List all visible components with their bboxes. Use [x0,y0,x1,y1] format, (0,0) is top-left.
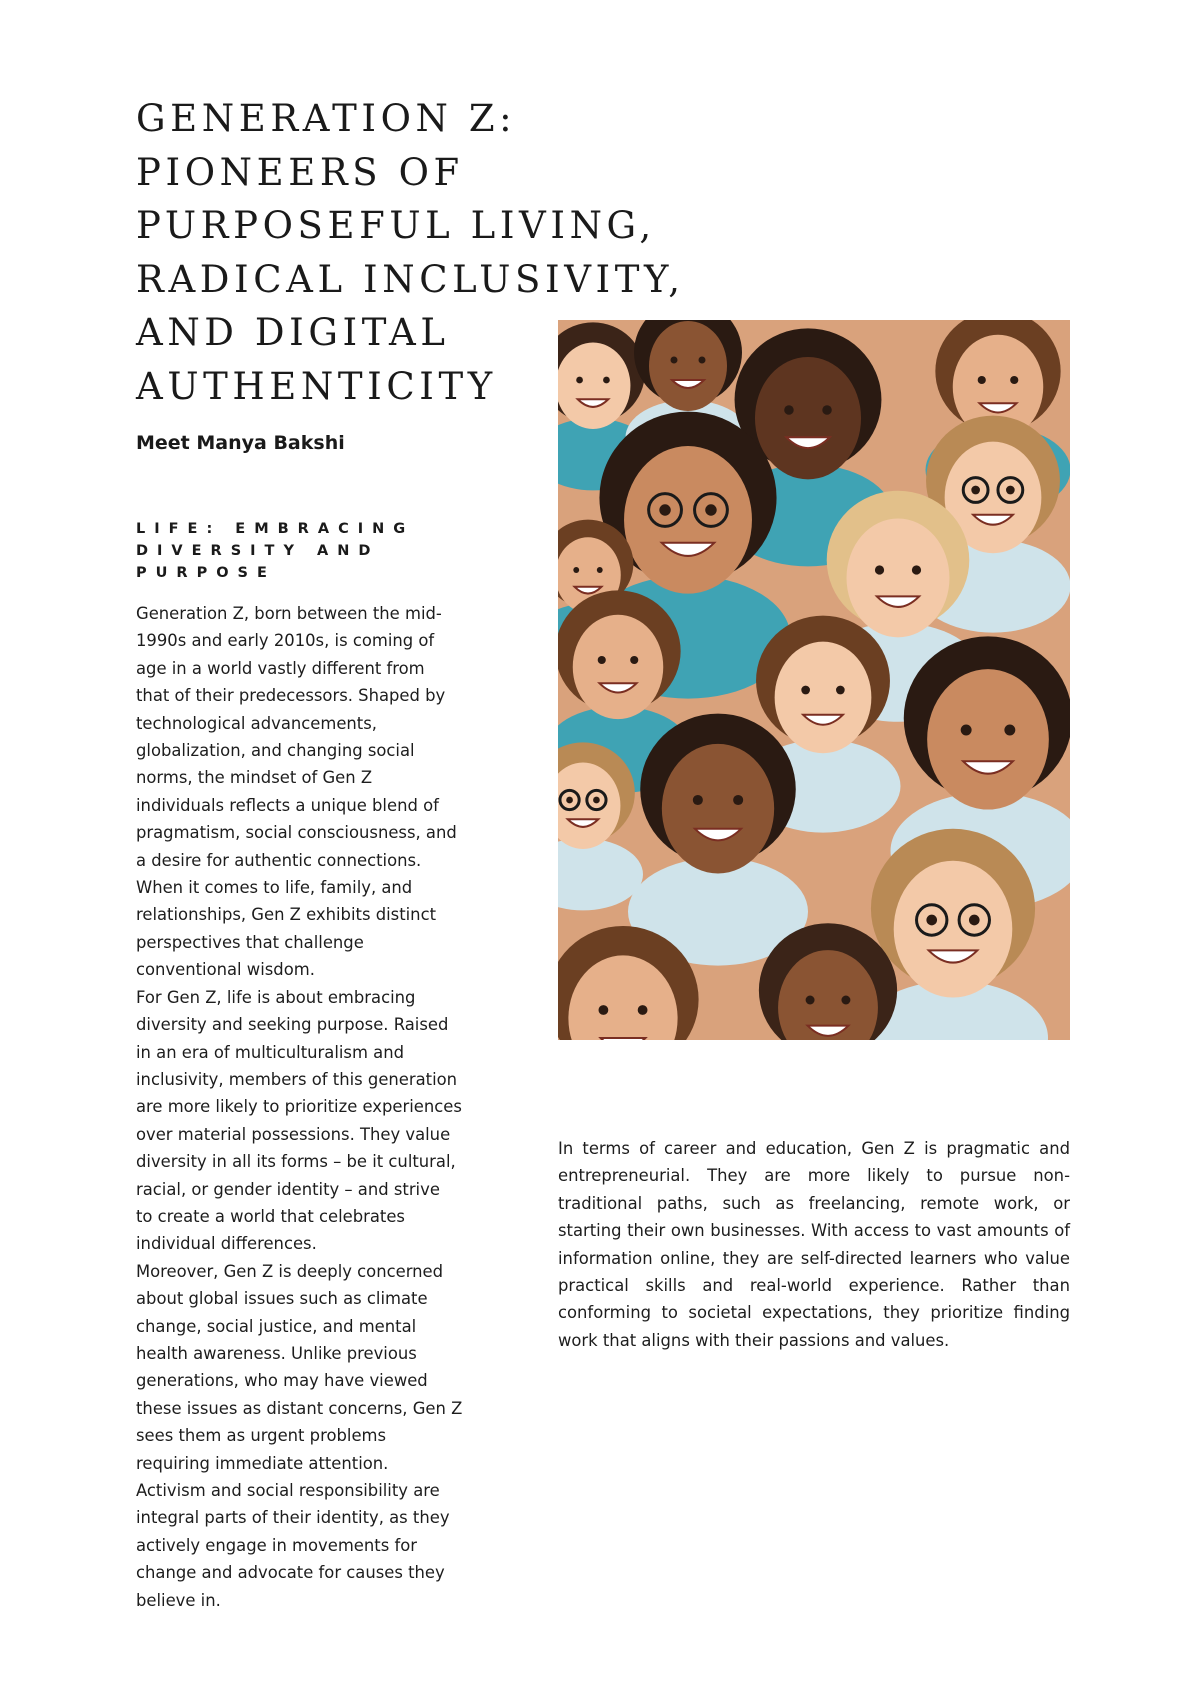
eye-shape [801,686,810,695]
title-line: PIONEERS OF [136,150,464,194]
eye-shape [969,915,980,926]
text-line: in an era of multiculturalism and [136,1042,404,1062]
eye-shape [806,996,815,1005]
section-heading-line: LIFE: EMBRACING [136,521,415,537]
text-line: Activism and social responsibility are [136,1481,440,1500]
eye-shape [733,795,743,805]
text-line: about global issues such as climate [136,1289,428,1309]
title-line: AUTHENTICITY [136,364,497,408]
group-portrait-illustration [558,320,1070,1040]
eye-shape [630,656,638,664]
text-line: a desire for authentic connections. [136,850,422,870]
eye-shape [566,797,573,804]
face-shape [624,446,752,594]
text-line: over material possessions. They value [136,1124,451,1144]
text-line: integral parts of their identity, as they [136,1508,450,1528]
section-heading [136,518,426,584]
face-shape [775,642,872,754]
text-line: Generation Z, born between the mid- [136,604,442,623]
eye-shape [576,377,583,384]
section-heading-line: PURPOSE [136,565,276,581]
left-column-text [136,600,486,1614]
text-line: globalization, and changing social [136,741,415,761]
eye-shape [971,486,980,495]
text-line: requiring immediate attention. [136,1453,389,1473]
eye-shape [693,795,703,805]
text-line: generations, who may have viewed [136,1371,428,1391]
eye-shape [836,686,845,695]
face-shape [573,615,663,719]
eye-shape [1004,725,1015,736]
face-shape [558,343,630,429]
eye-shape [841,996,850,1005]
text-line: relationships, Gen Z exhibits distinct [136,905,437,925]
text-line: inclusivity, members of this generation [136,1069,458,1089]
text-line: individual differences. [136,1234,317,1254]
text-line: When it comes to life, family, and [136,878,413,898]
face-shape [649,321,727,411]
eye-shape [599,1005,609,1015]
text-line: these issues as distant concerns, Gen Z [136,1398,463,1418]
text-line: individuals reflects a unique blend of [136,795,439,815]
text-line: age in a world vastly different from [136,658,425,678]
eye-shape [784,405,794,415]
byline: Meet Manya Bakshi [136,432,345,454]
face-shape [755,357,861,479]
illustration-canvas [558,320,1070,1040]
section-heading-line: DIVERSITY AND [136,543,380,559]
title-line: AND DIGITAL [136,311,450,354]
text-line: pragmatism, social consciousness, and [136,823,457,843]
text-line: health awareness. Unlike previous [136,1343,417,1363]
eye-shape [961,725,972,736]
eye-shape [593,797,600,804]
face-shape [662,744,774,874]
text-line: change and advocate for causes they [136,1563,445,1583]
text-line: racial, or gender identity – and strive [136,1179,440,1199]
text-line: believe in. [136,1590,221,1610]
eye-shape [597,567,603,573]
eye-shape [671,357,678,364]
text-line: diversity and seeking purpose. Raised [136,1015,449,1035]
eye-shape [573,567,579,573]
text-line: perspectives that challenge [136,932,364,952]
text-line: are more likely to prioritize experiences [136,1097,462,1117]
text-line: change, social justice, and mental [136,1316,417,1336]
face-shape [894,861,1013,998]
text-line: actively engage in movements for [136,1535,417,1555]
eye-shape [659,504,670,515]
text-line: conventional wisdom. [136,960,315,980]
text-line: technological advancements, [136,713,377,733]
face-shape [927,669,1049,809]
eye-shape [912,565,921,574]
eye-shape [822,405,832,415]
title-line: PURPOSEFUL LIVING, [136,204,656,247]
text-line: sees them as urgent problems [136,1426,387,1446]
smile-shape [601,1038,646,1040]
text-line: to create a world that celebrates [136,1206,405,1226]
eye-shape [603,377,610,384]
text-line: For Gen Z, life is about embracing [136,987,416,1007]
face-shape [847,519,950,638]
eye-shape [699,357,706,364]
eye-shape [705,504,716,515]
eye-shape [598,656,606,664]
text-line: that of their predecessors. Shaped by [136,686,446,706]
eye-shape [978,376,986,384]
text-line: norms, the mindset of Gen Z [136,768,373,788]
eye-shape [926,915,937,926]
text-line: 1990s and early 2010s, is coming of [136,631,435,651]
text-line: Moreover, Gen Z is deeply concerned [136,1261,444,1281]
title-line: RADICAL INCLUSIVITY, [136,257,685,301]
eye-shape [1006,486,1015,495]
eye-shape [875,565,884,574]
text-line: diversity in all its forms – be it cultural, [136,1152,456,1172]
eye-shape [1010,376,1018,384]
title-line: GENERATION Z: [136,97,517,140]
eye-shape [638,1005,648,1015]
right-column-paragraph: In terms of career and education, Gen Z is pragmatic and entrepreneurial. They are more likely to pursue non-traditional paths, such as freelancing, remote work, or starting their own businesses. With access to vast amounts of information online, they are self-directed learners who value practical skills and real-world experience. Rather than conforming to societal expectations, they prioritize finding work that aligns with their passions and values. [558,1139,1070,1350]
